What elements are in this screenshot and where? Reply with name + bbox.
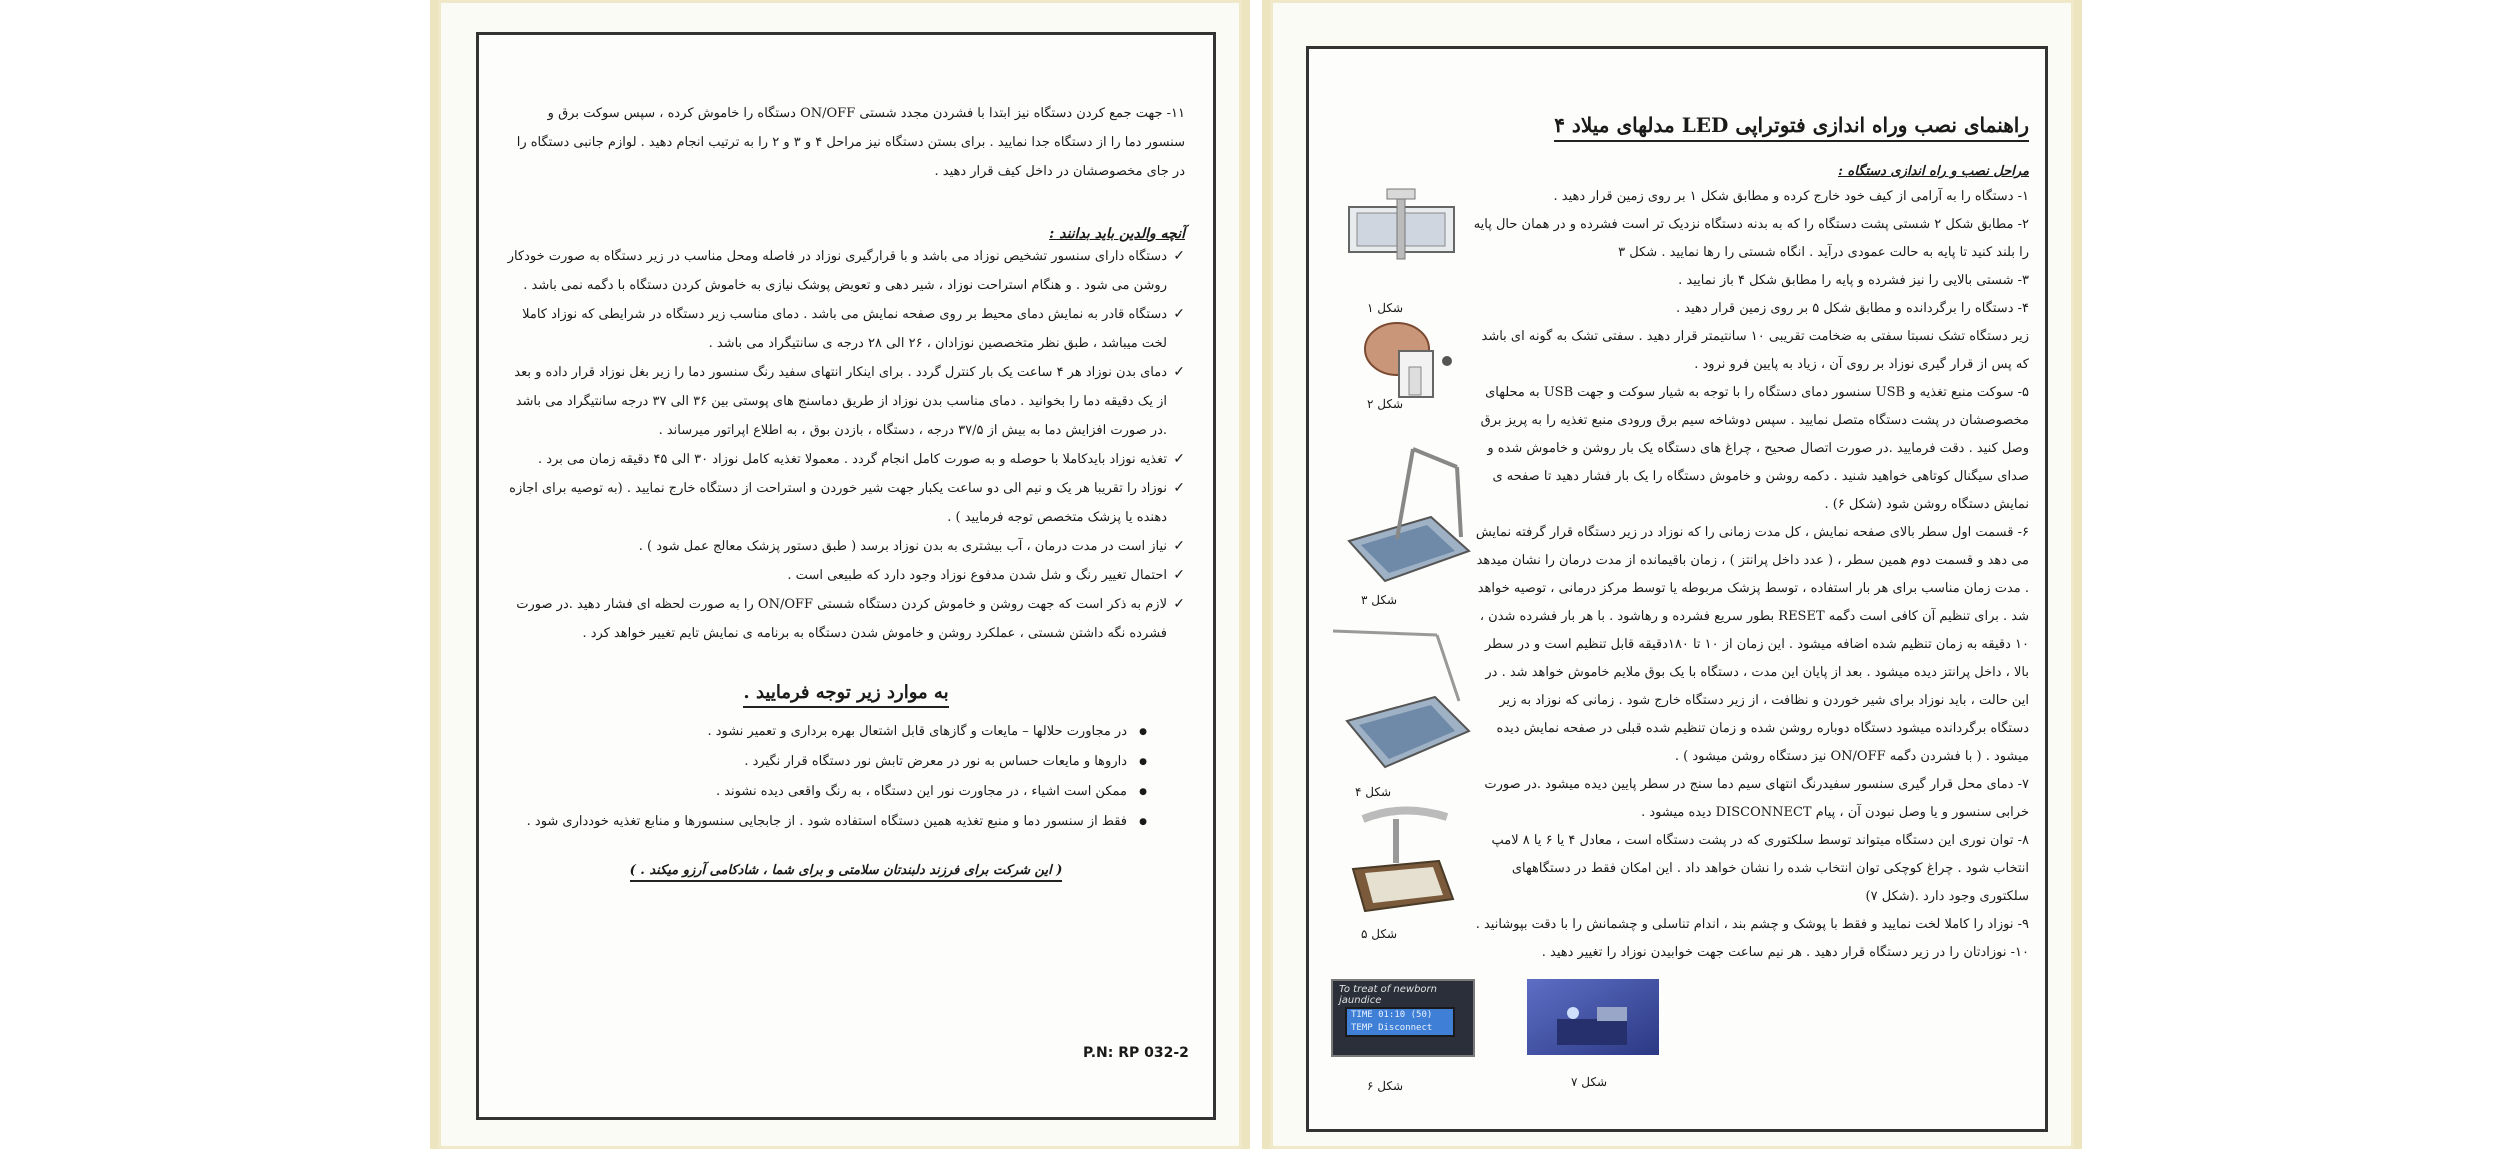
step-paragraph: ۱۰- نوزادتان را در زیر دستگاه قرار دهید . هر نیم ساعت جهت خوابیدن نوزاد را تغییر دهید . [1541,945,2029,960]
parents-list-item: ✓ احتمال تغییر رنگ و شل شدن مدفوع نوزاد وجود دارد که طبیعی است . [507,561,1185,590]
lcd-caption: To treat of newborn jaundice [1339,984,1437,1006]
figure-2-image [1357,311,1467,411]
attention-list [507,717,1149,837]
lcd-line-1: TIME 01:10 (50) [1351,1010,1433,1020]
figure-4-image [1327,621,1477,781]
parents-list-item: ✓ دستگاه قادر به نمایش دمای محیط بر روی صفحه نمایش می باشد . دمای مناسب زیر دستگاه در شرایطی که نوزاد کاملا لخت میباشد ، طبق نظر متخصصین نوزادان ، ۲۶ الی ۲۸ درجه ی سانتیگراد می باشد . [507,300,1185,358]
step-paragraph: ۳- شستی بالایی را نیز فشرده و پایه را مطابق شکل ۴ باز نمایید . [1678,273,2029,288]
parents-list-item: ✓ نیاز است در مدت درمان ، آب بیشتری به بدن نوزاد برسد ( طبق دستور پزشک معالج عمل شود ) . [507,532,1185,561]
left-page-content [507,99,1185,878]
attention-heading [507,682,1185,703]
steps-list [1469,183,2029,967]
figure-1-caption: شکل ۱ [1367,301,1404,315]
parents-list-item: ✓ لازم به ذکر است که جهت روشن و خاموش کردن دستگاه شستی ON/OFF را به صورت لحظه ای فشار دهید .در صورت فشرده نگه داشتن شستی ، عملکرد روشن و خاموش شدن دستگاه به برنامه ی نمایش تایم تغییر خواهد کرد . [507,590,1185,648]
figure-7-caption: شکل ۷ [1571,1075,1608,1089]
figure-1-image [1339,177,1469,287]
parents-list [507,242,1185,648]
step-paragraph: ۴- دستگاه را برگردانده و مطابق شکل ۵ بر روی زمین قرار دهید . [1676,301,2029,316]
manual-title-text: راهنمای نصب وراه اندازی فتوتراپی LED مدلهای میلاد ۴ [1554,113,2029,142]
steps-section [1469,164,2029,967]
figure-6-lcd-image [1331,979,1475,1057]
figure-7-image [1527,979,1659,1055]
figure-3-caption: شکل ۳ [1361,593,1398,607]
attention-list-item: ● داروها و مایعات حساس به نور در معرض تابش نور دستگاه قرار نگیرد . [507,747,1149,777]
figure-2-caption: شکل ۲ [1367,397,1404,411]
step-paragraph: ۵- سوکت منبع تغذیه و USB سنسور دمای دستگاه را با توجه به شیار سوکت و جهت USB به محلهای مخصوصشان در پشت دستگاه متصل نمایید . سپس دوشاخه سیم برق ورودی منبع تغذیه را به پریز برق وصل کنید . دقت فرمایید .در صورت اتصال صحیح ، چراغ های دستگاه یک بار روشن و خاموش شده و صدای سیگنال کوتاهی خواهید شنید . دکمه روشن و خاموش دستگاه را یک بار فشار دهید تا صفحه ی نمایش دستگاه روشن شود (شکل ۶) . [1480,385,2029,512]
intro-paragraph: ۱۱- جهت جمع کردن دستگاه نیز ابتدا با فشردن مجدد شستی ON/OFF دستگاه را خاموش کرده ، سپس سوکت برق و سنسور دما را از دستگاه جدا نمایید . برای بستن دستگاه نیز مراحل ۴ و ۳ و ۲ را به ترتیب انجام دهید . لوازم جانبی دستگاه را در جای مخصوصشان در داخل کیف قرار دهید . [516,106,1185,179]
step-paragraph: ۸- توان نوری این دستگاه میتواند توسط سلکتوری که در پشت دستگاه است ، معادل ۴ یا ۶ یا ۸ لامپ انتخاب شود . چراغ کوچکی توان انتخاب شده را نشان خواهد داد . این امکان فقط در دستگاههای سلکتوری وجود دارد .(شکل ۷) [1491,833,2029,904]
step-paragraph: ۷- دمای محل قرار گیری سنسور سفیدرنگ انتهای سیم دما سنج در سطر پایین دیده میشود .در صورت خرابی سنسور و یا وصل نبودن آن ، پیام DISCONNECT دیده میشود . [1484,777,2029,820]
parents-list-item: ✓ دستگاه دارای سنسور تشخیص نوزاد می باشد و با قرارگیری نوزاد در فاصله ومحل مناسب در زیر دستگاه به صورت خودکار روشن می شود . و هنگام استراحت نوزاد ، شیر دهی و تعویض پوشک نیازی به خاموش کردن دستگاه با دگمه نمی باشد . [507,242,1185,300]
attention-list-item: ● فقط از سنسور دما و منبع تغذیه همین دستگاه استفاده شود . از جابجایی سنسورها و منابع تغذیه خودداری شود . [507,807,1149,837]
closing-note [507,863,1185,878]
figure-5-image [1343,799,1463,929]
manual-title [1409,113,2029,137]
attention-list-item: ● در مجاورت حلالها – مایعات و گازهای قابل اشتعال بهره برداری و تعمیر نشود . [507,717,1149,747]
lcd-line-2: TEMP Disconnect [1351,1023,1433,1033]
step-paragraph: ۹- نوزاد را کاملا لخت نمایید و فقط با پوشک و چشم بند ، اندام تناسلی و چشمانش را با دقت بپوشانید . [1475,917,2029,932]
step-paragraph: ۲- مطابق شکل ۲ شستی پشت دستگاه را که به بدنه دستگاه نزدیک تر است فشرده و در همان حال پایه را بلند کنید تا پایه به حالت عمودی درآید . انگاه شستی را رها نمایید . شکل ۳ [1473,217,2029,260]
parents-list-item: ✓ تغذیه نوزاد بایدکاملا با حوصله و به صورت کامل انجام گردد . معمولا تغذیه کامل نوزاد ۳۰ الی ۴۵ دقیقه زمان می برد . [507,445,1185,474]
figure-5-caption: شکل ۵ [1361,927,1398,941]
right-page [1262,0,2082,1149]
figure-3-image [1339,441,1479,591]
lcd-screen [1345,1007,1455,1037]
step-paragraph: ۶- قسمت اول سطر بالای صفحه نمایش ، کل مدت زمانی را که نوزاد در زیر دستگاه قرار گرفته نمایش می دهد و قسمت دوم همین سطر ، ( عدد داخل پرانتز ) ، زمان باقیمانده از مدت درمان را نشان میدهد . مدت زمان مناسب برای هر بار استفاده ، توسط پزشک مربوطه یا توسط مرکز درمانی ، توصیه خواهد شد . برای تنظیم آن کافی است دگمه RESET بطور سریع فشرده و رهاشود . با هر بار فشرده شدن ، ۱۰ دقیقه به زمان تنظیم شده اضافه میشود . این زمان از ۱۰ تا ۱۸۰دقیقه قابل تنظیم است و در سطر بالا ، داخل پرانتز دیده میشود . بعد از پایان این مدت ، دستگاه با یک بوق ملایم خاموش خواهد شد . در این حالت ، باید نوزاد برای شیر خوردن و نظافت ، از زیر دستگاه خارج شود . زمانی که نوزاد به زیر دستگاه برگردانده میشود دستگاه دوباره روشن شده و زمان تنظیم شده قبلی در صفحه نمایش دیده میشود . ( با فشردن دگمه ON/OFF نیز دستگاه روشن میشود ) . [1475,525,2029,764]
left-page-frame [476,32,1216,1120]
attention-list-item: ● ممکن است اشیاء ، در مجاورت نور این دستگاه ، به رنگ واقعی دیده نشوند . [507,777,1149,807]
closing-note-text: ( این شرکت برای فرزند دلبندتان سلامتی و برای شما ، شادکامی آرزو میکند . ) [630,863,1063,882]
step-paragraph: زیر دستگاه تشک نسبتا سفتی به ضخامت تقریبی ۱۰ سانتیمتر قرار دهید . سفتی تشک به گونه ای باشد که پس از قرار گیری نوزاد بر روی آن ، زیاد به پایین فرو نرود . [1481,329,2029,372]
part-number: P.N: RP 032-2 [1083,1045,1189,1061]
figure-6-caption: شکل ۶ [1367,1079,1404,1093]
right-page-frame [1306,46,2048,1132]
steps-title: مراحل نصب و راه اندازی دستگاه : [1838,164,2029,179]
parents-list-item: ✓ دمای بدن نوزاد هر ۴ ساعت یک بار کنترل گردد . برای اینکار انتهای سفید رنگ سنسور دما را زیر بغل نوزاد قرار داده و بعد از یک دقیقه دما را بخوانید . دمای مناسب بدن نوزاد از طریق دماسنج های پوستی بین ۳۶ الی ۳۷ درجه سانتیگراد می باشد .در صورت افزایش دما به بیش از ۳۷/۵ درجه ، دستگاه ، بازدن بوق ، به اطلاع اپراتور میرساند . [507,358,1185,445]
left-page [430,0,1250,1149]
figure-4-caption: شکل ۴ [1355,785,1392,799]
parents-title: آنچه والدین باید بدانند : [1049,226,1185,242]
attention-heading-text: به موارد زیر توجه فرمایید . [743,682,948,708]
parents-list-item: ✓ نوزاد را تقریبا هر یک و نیم الی دو ساعت یکبار جهت شیر خوردن و استراحت از دستگاه خارج نمایید . (به توصیه برای اجازه دهنده یا پزشک متخصص توجه فرمایید ) . [507,474,1185,532]
step-paragraph: ۱- دستگاه را به آرامی از کیف خود خارج کرده و مطابق شکل ۱ بر روی زمین قرار دهید . [1553,189,2029,204]
